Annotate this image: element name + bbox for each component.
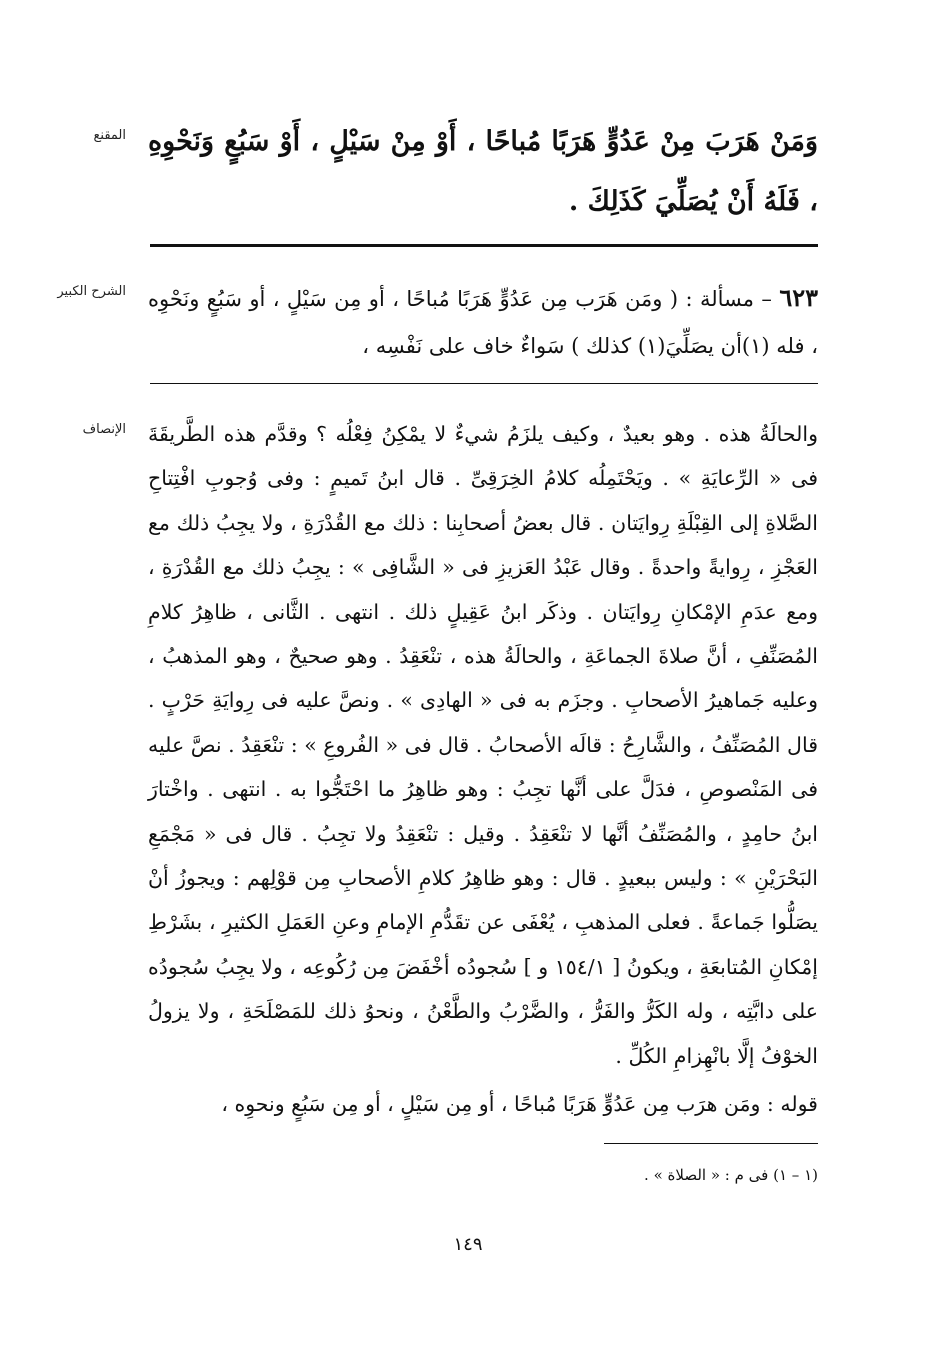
footnote-divider (604, 1143, 818, 1144)
footnote: (١ – ١) فى م : « الصلاة » . (644, 1166, 818, 1184)
insaf-text: والحالَةُ هذه . وهو بعيدٌ ، وكيف يلزَمُ شيءٌ لا يمْكِنُ فِعْلُه ؟ وقدَّم هذه الطَّريقَةَ فى « الرِّعايَةِ » . ويَحْتَمِلُه كلامُ الخِرَقِىِّ . قال ابنُ تَميمٍ : وفى وُجوبِ افْتِتاحِ الصَّلاةِ إلى القِبْلَةِ رِوايَتان . قال بعضُ أصحابِنا : ذلك مع القُدْرَةِ ، ولا يجِبُ ذلك مع العَجْزِ ، رِوايةً واحدةً . وقال عَبْدُ العَزيزِ فى « الشَّافِى » : يجِبُ ذلك مع القُدْرَةِ ، ومع عدَمِ الإمْكانِ رِوايَتان . وذكَر ابنُ عَقِيلٍ ذلك . انتهى . الثَّانى ، ظاهِرُ كلامِ المُصَنِّفِ ، أنَّ صلاةَ الجماعَةِ ، والحالَةُ هذه ، تنْعَقِدُ . وهو صحيحٌ ، وهو المذهبُ ، وعليه جَماهيرُ الأصحابِ . وجزَم به فى « الهادِى » . ونصَّ عليه فى رِوايَةِ حَرْبٍ . قال المُصَنِّفُ ، والشَّارِحُ : قالَه الأصحابُ . قال فى « الفُروعِ » : تنْعَقِدُ . نصَّ عليه فى المَنْصوصِ ، فدَلَّ على أنَّها تجِبُ : وهو ظاهِرُ ما احْتَجُّوا به . انتهى . واخْتارَ ابنُ حامِدٍ ، والمُصَنِّفُ أنَّها لا تنْعَقِدُ . وقيل : تنْعَقِدُ ولا تجِبُ . قال فى « مَجْمَعِ البَحْرَيْنِ » : وليس ببعيدٍ . قال : وهو ظاهِرُ كلامِ الأصحابِ مِن قوْلِهم : ويجوزُ أنْ يصَلُّوا جَماعةً . فعلى المذهبِ ، يُعْفَى عن تقَدُّمِ الإمامِ وعنِ العَمَلِ الكثيرِ ، بشَرْطِ إمْكانِ المُتابعَةِ ، ويكونُ [ ١٥٤/١ و ] سُجودُه أخْفَضَ مِن رُكُوعِه ، ولا يجِبُ سُجودُه على دابَّتِه ، وله الكَرُّ والفَرُّ ، والضَّرْبُ والطَّعْنُ ، ونحوُ ذلك للمَصْلَحَةِ ، ولا يزولُ الخوْفُ إلَّا بانْهِزامِ الكُلِّ . (148, 422, 818, 1068)
label-insaf: الإنصاف (82, 422, 126, 437)
muqni-text: وَمَنْ هَرَبَ مِنْ عَدُوٍّ هَرَبًا مُباحًا ، أَوْ مِنْ سَيْلٍ ، أَوْ سَبُعٍ وَنَحْوِهِ ، فَلَهُ أَنْ يُصَلِّيَ كَذَلِكَ . (148, 126, 818, 217)
sharh-text (148, 274, 818, 370)
divider-thick (150, 244, 818, 247)
page-number: ١٤٩ (453, 1234, 483, 1255)
issue-number: ٦٢٣ (779, 283, 818, 312)
sharh-body: – مسألة : ( ومَن هَرَب مِن عَدُوٍّ هَرَبًا مُباحًا ، أو مِن سَيْلٍ ، أو سَبُعٍ ونَحْوِه ، فله (١)أن يصَلِّيَ(١) كذلك ) سَواءٌ خاف على نَفْسِه ، (148, 287, 818, 358)
label-muqni: المقنع (93, 128, 126, 143)
qawluh-text: قوله : ومَن هرَب مِن عَدُوٍّ هَرَبًا مُباحًا ، أو مِن سَيْلٍ ، أو مِن سَبُعٍ ونحوِه ، (221, 1092, 818, 1116)
label-sharh: الشرح الكبير (57, 284, 126, 299)
divider-thin (150, 383, 818, 384)
